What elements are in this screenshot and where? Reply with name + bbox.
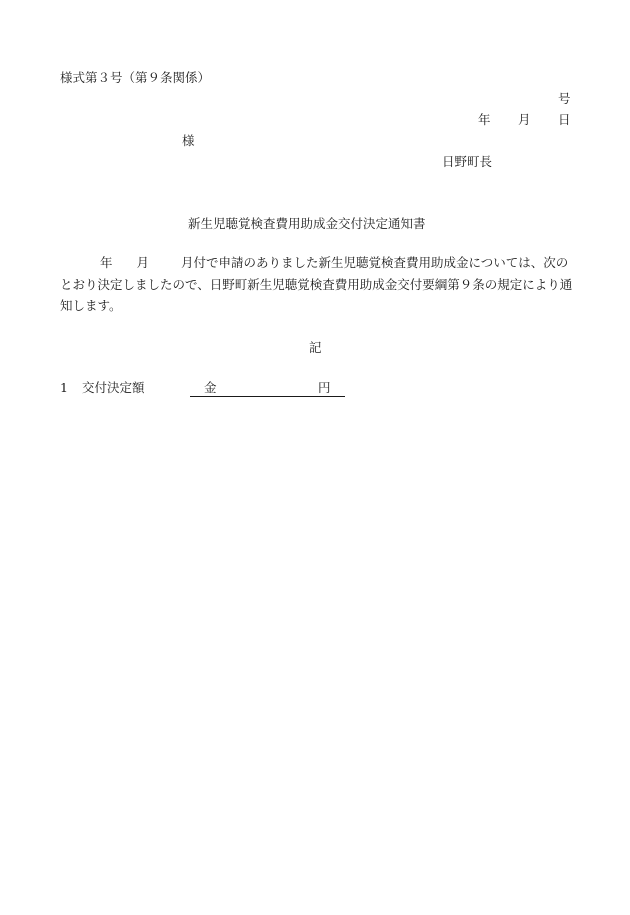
addressee-suffix: 様	[182, 133, 195, 148]
body-paragraph	[60, 252, 574, 317]
amount-field	[190, 379, 345, 397]
ki-heading: 記	[309, 340, 322, 355]
body-text: 月付で申請のありました新生児聴覚検査費用助成金については、次のとおり決定しましたので、日野町新生児聴覚検査費用助成金交付要綱第９条の規定により通知します。	[60, 255, 573, 313]
document-number-label: 号	[558, 91, 571, 106]
item-label: 交付決定額	[82, 380, 145, 395]
date-month-label: 月	[518, 112, 531, 127]
body-month-label: 月	[136, 255, 150, 270]
document-title: 新生児聴覚検査費用助成金交付決定通知書	[188, 216, 426, 231]
body-year-label: 年	[100, 255, 113, 270]
date-year-label: 年	[478, 112, 491, 127]
amount-prefix: 金	[204, 380, 217, 395]
amount-suffix: 円	[318, 380, 331, 395]
form-label: 様式第３号（第９条関係）	[60, 70, 211, 85]
issuer-name: 日野町長	[442, 154, 493, 169]
item-number: 1	[60, 380, 68, 395]
date-day-label: 日	[558, 112, 571, 127]
